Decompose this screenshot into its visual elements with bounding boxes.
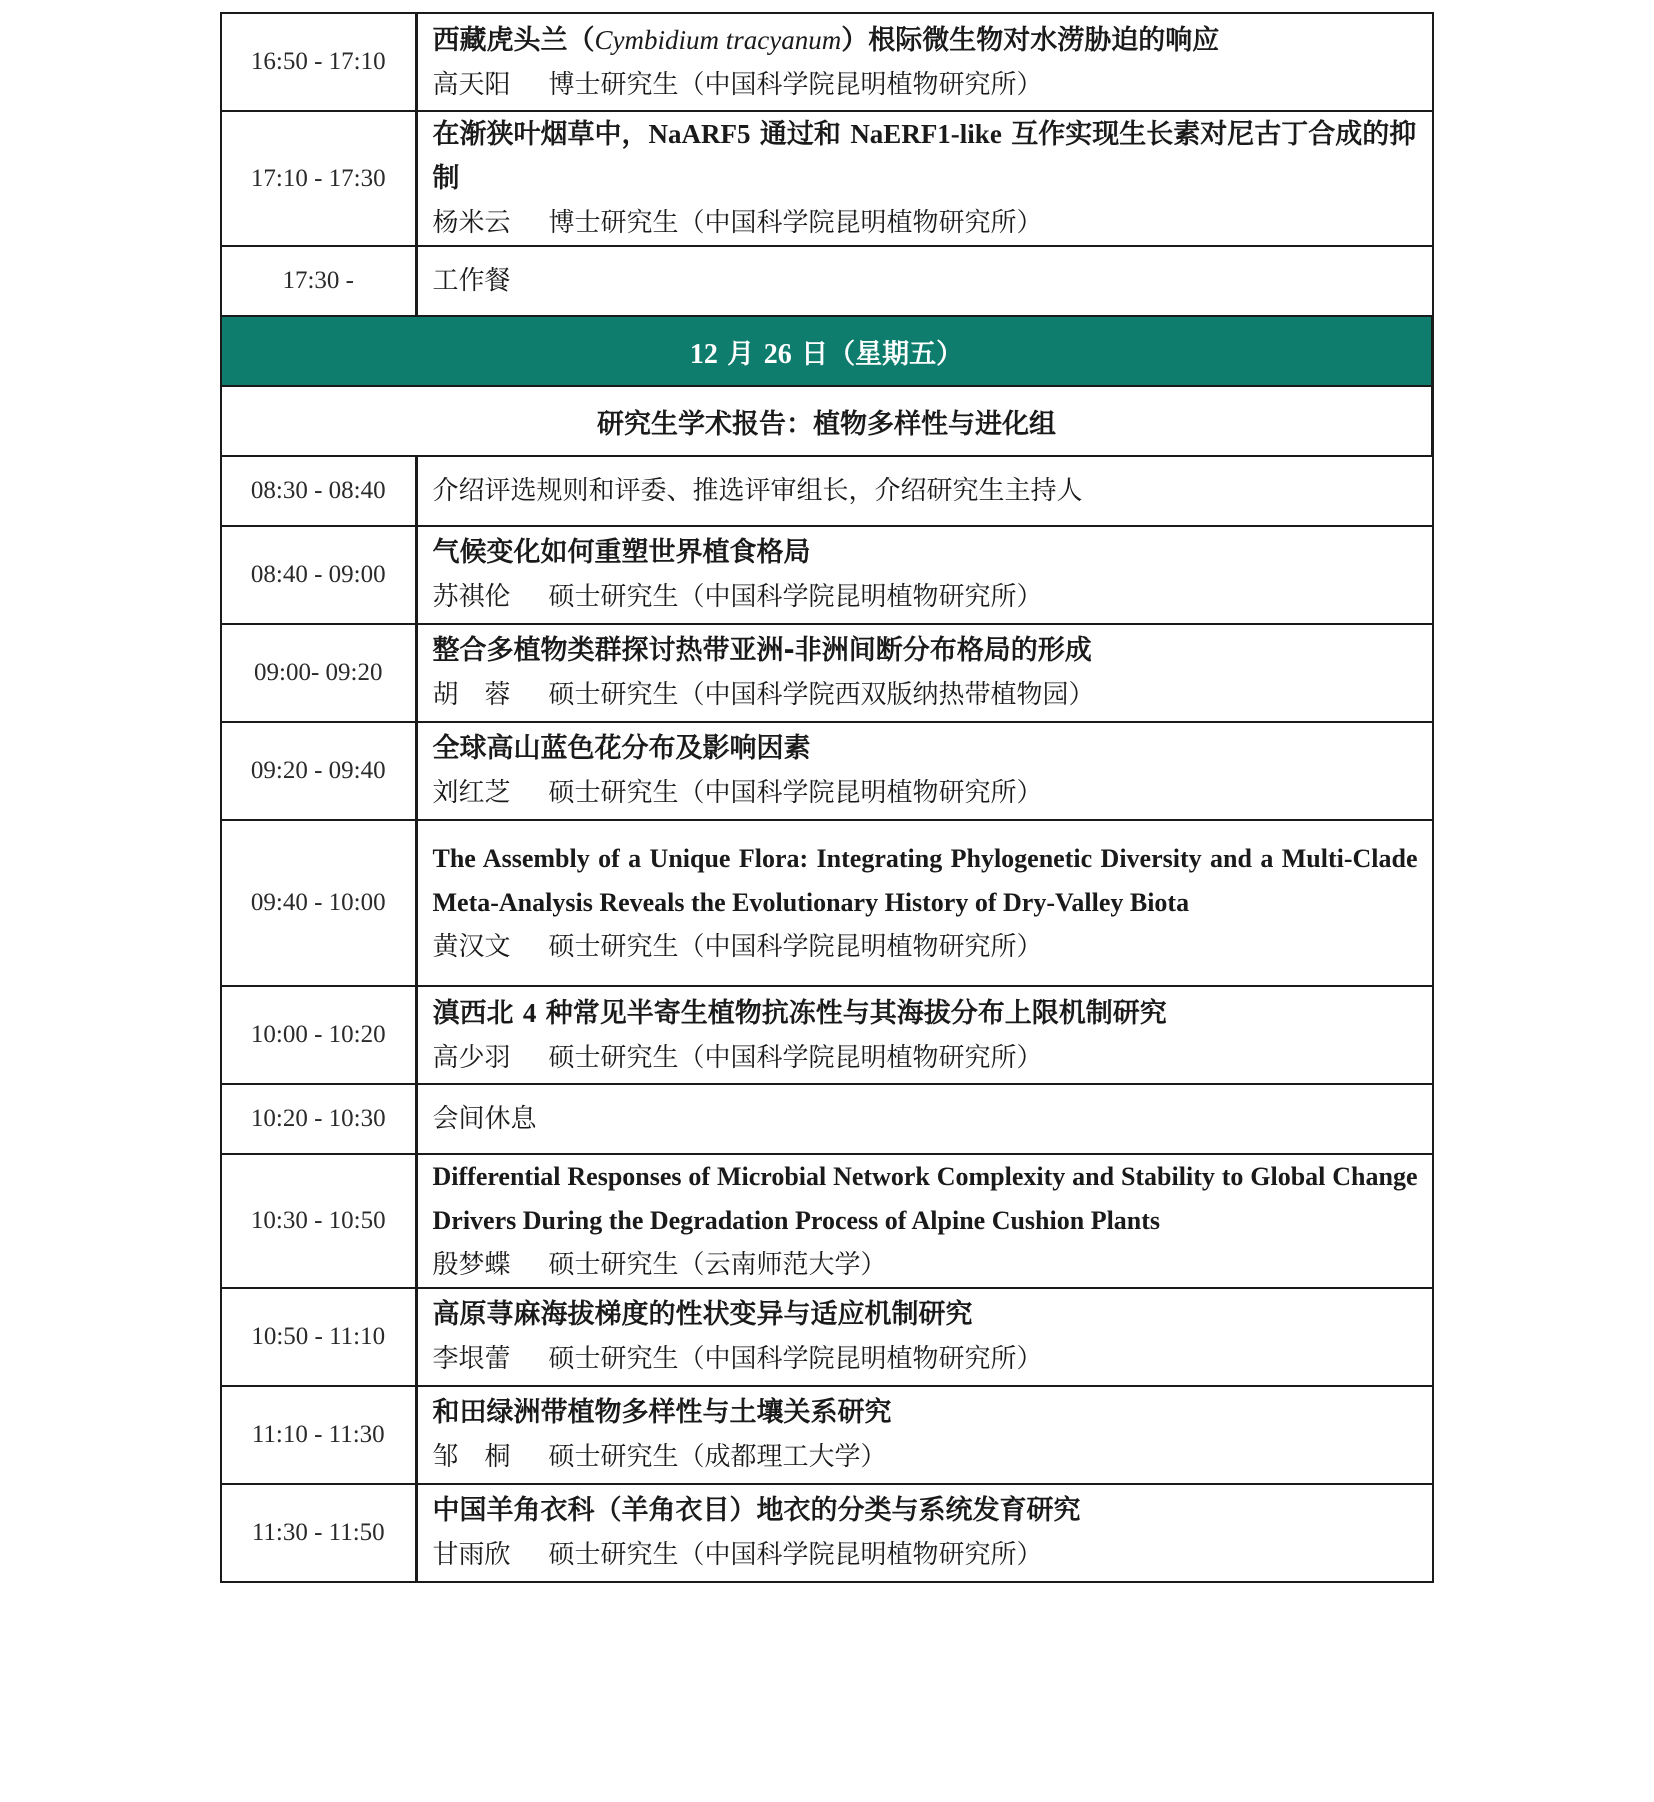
title-part: ）根际微生物对水涝胁迫的响应 (841, 24, 1220, 56)
agenda-text: 工作餐 (432, 266, 511, 296)
speaker-name: 苏祺伦 (432, 582, 511, 612)
speaker-affiliation: 硕士研究生（中国科学院昆明植物研究所） (548, 1042, 1043, 1073)
title-part: 滇西北 (432, 997, 523, 1029)
title-part: 通过和 (750, 119, 851, 150)
table-row (221, 1386, 1433, 1484)
speaker-name: 胡 蓉 (432, 680, 511, 710)
talk-title (433, 18, 1418, 63)
table-row (221, 456, 1433, 526)
talk-title: 整合多植物类群探讨热带亚洲-非洲间断分布格局的形成 (432, 635, 1092, 666)
speaker-name: 高天阳 (432, 69, 511, 100)
time-cell: 09:00- 09:20 (221, 624, 416, 722)
talk-cell (416, 1288, 1433, 1386)
speaker-line (433, 925, 1418, 969)
section-row (221, 386, 1433, 456)
talk-cell (416, 820, 1433, 986)
talk-title (433, 112, 1418, 201)
day-number: 26 (763, 338, 792, 370)
talk-title: 气候变化如何重塑世界植食格局 (432, 537, 811, 568)
speaker-affiliation: 硕士研究生（中国科学院西双版纳热带植物园） (548, 680, 1095, 710)
table-row (221, 820, 1433, 986)
talk-cell (416, 624, 1433, 722)
text-cell (416, 246, 1433, 316)
speaker-name: 高少羽 (432, 1042, 511, 1073)
speaker-affiliation: 硕士研究生（中国科学院昆明植物研究所） (548, 582, 1043, 612)
speaker-line (433, 63, 1418, 107)
talk-title (433, 991, 1418, 1036)
time-cell: 16:50 - 17:10 (221, 13, 416, 111)
table-row (221, 526, 1433, 624)
speaker-line (433, 1533, 1418, 1577)
latin-name: Cymbidium tracyanum (594, 24, 842, 55)
talk-title: Differential Responses of Microbial Network Complexity and Stability to Global Change Drivers During the Degradation Process of Alpine Cushion Plants (432, 1162, 1418, 1235)
table-row (221, 1084, 1433, 1154)
month-label: 月 (727, 338, 755, 370)
talk-title: 中国羊角衣科（羊角衣目）地衣的分类与系统发育研究 (432, 1495, 1081, 1526)
day-header (221, 316, 1433, 386)
speaker-name: 邹 桐 (432, 1442, 511, 1472)
time-cell: 10:50 - 11:10 (221, 1288, 416, 1386)
speaker-line (433, 201, 1418, 245)
speaker-line (433, 1243, 1418, 1287)
table-row (221, 111, 1433, 246)
speaker-line (433, 771, 1418, 815)
speaker-affiliation: 硕士研究生（中国科学院昆明植物研究所） (548, 932, 1043, 962)
time-cell: 17:10 - 17:30 (221, 111, 416, 246)
talk-cell (416, 1484, 1433, 1582)
time-cell: 08:40 - 09:00 (221, 526, 416, 624)
talk-cell (416, 13, 1433, 111)
title-part: 西藏虎头兰（ (432, 24, 595, 56)
talk-title: 全球高山蓝色花分布及影响因素 (432, 733, 811, 764)
agenda-text: 介绍评选规则和评委、推选评审组长，介绍研究生主持人 (432, 476, 1083, 506)
month-number: 12 (689, 338, 718, 370)
gene-name: NaARF5 (648, 119, 751, 149)
speaker-line (433, 1036, 1418, 1080)
talk-cell (416, 1154, 1433, 1288)
table-row (221, 624, 1433, 722)
time-cell: 11:30 - 11:50 (221, 1484, 416, 1582)
table-row (221, 13, 1433, 111)
talk-title: 高原荨麻海拔梯度的性状变异与适应机制研究 (432, 1299, 973, 1330)
speaker-line (433, 1337, 1418, 1381)
time-cell: 08:30 - 08:40 (221, 456, 416, 526)
day-label: 日（星期五） (801, 338, 964, 370)
title-number: 4 (522, 997, 537, 1028)
talk-cell (416, 722, 1433, 820)
speaker-name: 殷梦蝶 (432, 1250, 511, 1280)
speaker-name: 甘雨欣 (432, 1540, 511, 1570)
time-cell: 11:10 - 11:30 (221, 1386, 416, 1484)
text-cell (416, 456, 1433, 526)
speaker-name: 刘红芝 (432, 778, 511, 808)
talk-cell (416, 1386, 1433, 1484)
time-cell: 17:30 - (221, 246, 416, 316)
time-cell: 09:20 - 09:40 (221, 722, 416, 820)
speaker-name: 李垠蕾 (432, 1344, 511, 1374)
speaker-affiliation: 硕士研究生（中国科学院昆明植物研究所） (548, 1344, 1043, 1374)
speaker-affiliation: 硕士研究生（云南师范大学） (548, 1250, 887, 1280)
speaker-affiliation: 硕士研究生（中国科学院昆明植物研究所） (548, 778, 1043, 808)
talk-title: The Assembly of a Unique Flora: Integrating Phylogenetic Diversity and a Multi-Clade Meta-Analysis Reveals the Evolutionary History of Dry-Valley Biota (432, 844, 1418, 917)
text-cell (416, 1084, 1433, 1154)
speaker-affiliation: 博士研究生（中国科学院昆明植物研究所） (548, 69, 1043, 100)
talk-cell (416, 986, 1433, 1084)
day-header-row (221, 316, 1433, 386)
speaker-name: 黄汉文 (432, 932, 511, 962)
speaker-line (433, 673, 1418, 717)
speaker-affiliation: 硕士研究生（中国科学院昆明植物研究所） (548, 1540, 1043, 1570)
table-row (221, 1484, 1433, 1582)
agenda-text: 会间休息 (432, 1104, 537, 1134)
schedule-table (220, 12, 1434, 1583)
speaker-name: 杨米云 (432, 208, 511, 238)
gene-name: NaERF1-like (850, 119, 1002, 149)
table-row (221, 722, 1433, 820)
talk-cell (416, 526, 1433, 624)
time-cell: 09:40 - 10:00 (221, 820, 416, 986)
talk-title: 和田绿洲带植物多样性与土壤关系研究 (432, 1397, 892, 1428)
speaker-line (433, 575, 1418, 619)
table-row (221, 246, 1433, 316)
table-row (221, 1154, 1433, 1288)
speaker-affiliation: 博士研究生（中国科学院昆明植物研究所） (548, 208, 1043, 238)
title-part: 互作实现生长素对尼古丁合成的抑制 (432, 119, 1417, 194)
speaker-line (433, 1435, 1418, 1479)
title-part: 种常见半寄生植物抗冻性与其海拔分布上限机制研究 (536, 997, 1167, 1029)
title-part: 在渐狭叶烟草中， (432, 119, 649, 150)
talk-cell (416, 111, 1433, 246)
time-cell: 10:30 - 10:50 (221, 1154, 416, 1288)
section-title: 研究生学术报告：植物多样性与进化组 (221, 386, 1433, 456)
time-cell: 10:00 - 10:20 (221, 986, 416, 1084)
table-row (221, 986, 1433, 1084)
time-cell: 10:20 - 10:30 (221, 1084, 416, 1154)
speaker-affiliation: 硕士研究生（成都理工大学） (548, 1442, 887, 1472)
table-row (221, 1288, 1433, 1386)
